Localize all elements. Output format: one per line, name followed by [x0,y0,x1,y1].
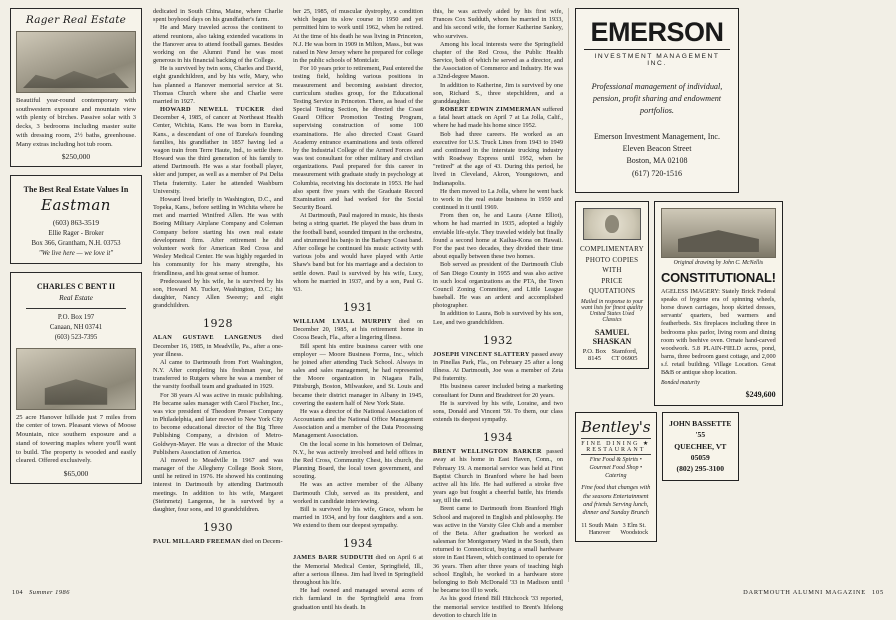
class-year-heading: 1931 [343,301,373,315]
emerson-street: Eleven Beacon Street [622,144,692,154]
paragraph: Predeceased by his wife, he is survived by his son, Howard M. Tucker, Washington, D.C.; his daughter, Nancy Allen Sweeny; and eight grandchildren. [153,277,283,310]
ad-price: $250,000 [61,152,91,162]
ad-eastman-realty[interactable] [10,175,142,264]
emerson-subtitle: INVESTMENT MANAGEMENT INC. [584,49,730,67]
ad-emerson-investment[interactable] [575,8,739,193]
restaurant-address-woodstock: 3 Elm St. Woodstock [620,521,649,536]
right-folio: 105 [872,588,884,596]
class-year-heading: 1934 [483,431,513,445]
obituary-entry [293,554,423,587]
illustration-caption: Original drawing by John C. McNellis [673,260,764,267]
paragraph: He was a director of the National Association of Accountants and the National Office Management Association and a member of the Data Processing Management Association. [293,407,423,440]
ad-phone: (603) 863-3519 [52,218,100,228]
deceased-name: ROBERT EDWIN ZIMMERMAN [440,106,541,114]
advertiser-town: QUECHEE, VT 05059 [674,441,727,463]
paragraph: At Dartmouth, Paul majored in music, his thesis being a string quartet. He played the bass drum in the football band, sounded timpani in the orchestra, and strummed his banjo in the Barbary Coast band. After college he continued his music activity with various jobs and would have played with Artie Shaw's band but for his marriage and a decision to settle down. Paul is survived by his wife, Lucy, whom he married in 1937, and by a son, Paul G. '63. [293,212,423,293]
copies-advertiser: SAMUEL SHASKAN [592,327,632,346]
paragraph: Among his local interests were the Springfield chapter of the Red Cross, the Public Health Service, both of which he served as a director, and the Association of Commerce and Industry. He was a 32nd-degree Mason. [433,40,563,81]
ad-constitutional-property[interactable] [654,201,783,406]
obituary-column-3 [428,0,568,619]
left-advertisement-column [0,0,148,600]
ad-phone: (603) 523-7395 [54,333,98,341]
ad-headline: The Best Real Estate Values In [23,185,129,195]
ad-body: Beautiful year-round contemporary with southwestern exposure and mountain view with plenty of birches. Passive solar with 3 decks, 3 bedrooms including master suite with dressing room, 2½ baths, greenhouse. Many extras including hot tub room. [16,97,136,148]
ad-brand-name: Eastman [41,196,111,215]
class-year-heading: 1932 [483,333,513,347]
ad-box-number: P.O. Box 197 [57,314,95,322]
paragraph: From then on, he and Laura (Anne Elliot), whom he had married in 1935, adopted a highly enviable life-style. They traveled widely but finally found a second home at Kailua-Kona on Hawaii. For the past two decades, they divided their time about equally between these two homes. [433,212,563,261]
paragraph: For 38 years Al was active in music publishing. He became sales manager with Carol Fischer, Inc., was vice president of Theodore Presser Company in Philadelphia, and later moved to New York City to become educational director of the Big Three Publishing Company, a division of Metro-Goldwyn-Mayer. He was a director of the Music Publishers Association of America. [153,391,283,456]
emerson-company: Emerson Investment Management, Inc. [594,131,720,141]
obituary-entry [153,106,283,196]
house-illustration [661,208,776,258]
class-year-heading: 1928 [203,317,233,331]
deceased-name: PAUL MILLARD FREEMAN [153,538,241,546]
copies-line-2: PHOTO COPIES [585,255,639,264]
paragraph: dedicated in South China, Maine, where Charlie spent boyhood days on his grandfather's farm. [153,8,283,24]
emerson-logo: EMERSON [590,17,724,47]
paragraph: Al moved to Meadville in 1967 and was manager of the Allegheny College Book Store, until he retired in 1976. He showed his continuing interest in Dartmouth by attending Dartmouth meetings. In addition to his wife, Margaret (Steinmetz) Langenus, he is survived by a daughter, four sons, and 10 grandchildren. [153,456,283,513]
ad-title: Rager Real Estate [25,14,127,26]
class-year-heading: 1934 [343,537,373,551]
paragraph: He was an active member of the Albany Dartmouth Club, served as its president, and worked in candidate interviewing. [293,481,423,505]
paragraph: Bob had three careers. He worked as an executive for U.S. Truck Lines from 1943 to 1949 and continued in the interstate trucking industry with Roadway Express until 1952, when he "retired" at the age of 43. During this period, he lived in Cleveland, Akron, Youngstown, and Indianapolis. [433,130,563,187]
paragraph: He had owned and managed several acres of rich farmland in the Springfield area from graduation until his death. In [293,587,423,611]
ad-john-bassette[interactable] [662,412,739,481]
paragraph: Bob served as president of the Dartmouth Club of San Diego County in 1955 and was also active in such local organizations as the PTA, the Town Council Zoning Committee, and Little League baseball. He was an ardent and accomplished photographer. [433,261,563,310]
obituary-entry [433,351,563,384]
divider [26,308,126,309]
copies-line-3: WITH [602,266,622,275]
ad-address: Box 366, Grantham, N.H. 03753 [31,239,121,247]
ad-body: 25 acre Hanover hillside just 7 miles from the center of town. Pleasant views of Moose Mountain, nice southern exposure and a stand of towering maples where you'll want to build. The property is wooded and easily cleared. Offered exclusively. [16,413,136,465]
banknote-icon [583,208,641,240]
paragraph: In addition to Katherine, Jim is survived by one son, Richard S., three stepchildren, and a granddaughter. [433,81,563,105]
deceased-name: BRENT WELLINGTON BARKER [433,448,542,456]
publication-name: DARTMOUTH ALUMNI MAGAZINE [743,588,866,596]
obituary-column-1 [148,0,288,600]
ad-photo-copies[interactable] [575,201,649,369]
property-photo [16,348,136,410]
paragraph: He is survived by twin sons, Charles and David, eight grandchildren, and by his wife, Mary, who has planned a Hanover memorial service at St. Thomas Church where she and Charlie were married in 1927. [153,65,283,105]
paragraph: In addition to Laura, Bob is survived by his son, Lee, and two grandchildren. [433,310,563,326]
restaurant-tagline: Fine Food & Spirits • Gourmet Food Shop • Catering [589,456,643,479]
ad-title: CONSTITUTIONAL! [661,270,776,286]
ad-body: AGELESS IMAGERY: Stately Brick Federal speaks of bygone era of spinning wheels, horse drawn carriages, hoop skirted dresses, servants' quarters, bed warmers and featherbeds. Six fireplaces including three in bedrooms plus parlor, living room and dining room with beehive oven. Ornate hand-carved woodwork. 5.8 PLAIN-FIELD acres, pond, barns, three bedroom guest cottage, and 2,000 s.f. retail building. Village Location. Great B&B or antique shop location. [661,288,776,376]
paragraph: Al came to Dartmouth from Fort Washington, N.Y. After completing his freshman year, he transferred to Rutgers where he was a member of the varsity football team and graduated in 1929. [153,358,283,391]
ad-bentleys-restaurant[interactable] [575,412,657,542]
entry-text: died December 4, 1985, of cancer at Northeast Health Center, Wichita, Kans. He was born in Eureka, Kans., a descendant of one of Eureka's founding families, his grandfather in 1857 having led a wagon train from Terre Haute, Ind., to settle there. Howard was the third generation of his family to attend Dartmouth. He was a star football player, skier and jumper, as well as a member of Psi Delta Theta fraternity. Later he attended Washburn University. [153,106,284,195]
ad-city: Canaan, NH 03741 [49,324,103,332]
property-photo [16,31,136,93]
ad-agent-name: CHARLES C BENT II [36,282,116,292]
copies-line-1: COMPLIMENTARY [580,245,645,254]
entry-text: died December 16, 1985, in Meadville, Pa., after a one-year illness. [153,334,283,358]
class-year-heading: 1930 [203,521,233,535]
paragraph: Bill spent his entire business career with one employer — Moore Business Forms, Inc., which he joined after attending Tuck School. Always in sales and sales management, he had represented the Moore organization in Niagara Falls, Pittsburgh, Boston, Milwaukee, and St. Louis and became their district manager in Albany in 1945, covering the eastern half of New York State. [293,342,423,407]
copies-city: Stamford, CT 06905 [611,347,638,362]
ad-price: $249,600 [745,389,776,399]
emerson-city: Boston, MA 02108 [626,156,688,166]
page-footer [0,584,896,600]
emerson-copy: Professional management of individual, pension, profit sharing and endowment portfolios. [591,82,723,115]
copies-line-5: QUOTATIONS [588,287,636,296]
ad-charles-c-bent[interactable] [10,272,142,483]
restaurant-subtitle: FINE DINING ★ RESTAURANT [581,438,651,455]
paragraph: He and Mary traveled across the continent to attend reunions, also taking extended vacations in the Hanover area to attend football games. Besides working on the Alumni Fund he was most generous in his financial backing of the College. [153,24,283,65]
paragraph: He is survived by his wife, Loraine, and two sons, Donald and Vincent '59. To them, our class extends its deepest sympathy. [433,399,563,424]
issue-date: Summer 1986 [29,588,70,596]
entry-text: died on April 6 at the Memorial Medical Center, Springfield, Ill., after a serious illness. Jim had lived in Springfield throughout his life. [293,554,423,586]
paragraph: On the local scene in his hometown of Delmar, N.Y., he was actively involved and held offices in the Red Cross, Community Chest, his church, the Planning Board, the local town government, and scouting. [293,440,423,481]
entry-text: passed away in Pinellas Park, Fla., on February 25 after a long illness. At Dartmouth, Joe was a member of Zeta Psi fraternity. [433,350,563,383]
paragraph: Howard lived briefly in Washington, D.C., and Topeka, Kans., before settling in Wichita where he met and married Winifred Allen. He was with Boeing Military Airplane Company and Coleman Company before starting his own real estate development firm. After retirement he did volunteer work for American Red Cross and Wesley Medical Center. He was highly regarded in his community for his many strengths, his friendliness, and his great sense of humor. [153,195,283,277]
copies-note: Mailed in response to your want lists for finest quality United States Used Classics [580,298,644,323]
entry-text: died on December 20, 1985, at his retirement home in Cocoa Beach, Fla., after a lingering illness. [293,318,423,342]
ad-rager-real-estate[interactable] [10,8,142,167]
restaurant-address-hanover: 11 South Main Hanover [581,521,618,536]
paragraph: Bill is survived by his wife, Grace, whom he married in 1934, and by four daughters and a son. We extend to them our deepest sympathy. [293,505,423,530]
deceased-name: JOSEPH VINCENT SLATTERY [433,350,530,358]
obituary-entry [293,318,423,343]
entry-text: passed away at his home in East Haven, Conn., on February 19. A memorial service was held at First Baptist Church in Branford where he had been active all his life. He had suffered a stroke five years ago but fought a cheerful battle, his friends say, till the end. [433,448,564,505]
deceased-name: WILLIAM LYALL MURPHY [293,318,392,326]
ad-price: $65,000 [63,468,89,478]
obituary-entry [153,334,283,359]
ad-broker: Ellie Rager - Broker [48,229,104,237]
ad-price-label: Bonded maturity [661,379,700,386]
advertiser-name: JOHN BASSETTE '55 [669,418,732,440]
restaurant-name: Bentley's [581,417,651,436]
paragraph: He then moved to La Jolla, where he went back to work in the real estate business in 1959 and continued in it until 1969. [433,187,563,212]
copies-box-number: P.O. Box 8145 [582,347,607,362]
entry-text: died on Decem- [242,538,283,546]
paragraph: As his good friend Bill Hitchcock '33 reported, the memorial service testified to Brent's lifelong devotion to church life in [433,595,563,619]
restaurant-body: Fine food that changes with the seasons Entertainment and friends Serving lunch, dinner and Sunday Brunch [581,484,651,517]
advertiser-phone: (802) 295-3100 [676,464,725,474]
deceased-name: JAMES BARR SUDDUTH [293,554,374,562]
ad-agent-kind: Real Estate [59,293,93,303]
copies-line-4: PRICE [601,276,623,285]
paragraph: For 10 years prior to retirement, Paul entered the testing field, holding various positions in measurement and becoming assistant director, curriculum studies group, for the Educational Testing Service in Princeton. There, as head of the Special Testing Section, he directed the Coast Guard Officer Promotion Testing Program, supervising construction of some 100 examinations. He also directed Coast Guard Academy entrance examinations and tests offered by the Industrial College of the Armed Forces and was test consultant for other military and civilian organizations. Paul prepared for this career in measurement with graduate study in psychology at Columbia, receiving his doctorate in 1953. He had also spent five years with the Graduate Record Examination and had worked for the Social Security Board. [293,65,423,212]
paragraph: this, he was actively aided by his first wife, Frances Cox Sudduth, whom he married in 1933, and his second wife, the former Katherine Sankey, who survives. [433,8,563,40]
left-folio: 104 [12,588,24,596]
entry-text: suffered a fatal heart attack on April 7 at La Jolla, Calif., where he had made his home since 1952. [433,106,564,130]
obituary-entry [153,538,283,546]
paragraph: His business career included being a marketing consultant for Dunn and Bradstreet for 20 years. [433,383,563,399]
obituary-entry [433,106,563,131]
ad-slogan: "We live here — we love it" [38,249,114,257]
deceased-name: HOWARD NEWELL TUCKER [160,106,265,114]
emerson-phone: (617) 720-1516 [632,168,682,178]
obituary-entry [433,448,563,505]
paragraph: Brent came to Dartmouth from Branford High School and majored in English and philosophy. He was active in the Varsity Glee Club and a member of the Beta. After graduation he worked as salesman for Montgomery Ward in the South, then returned to Connecticut, buying a small hardware store in East Haven, which continued to operate for 36 years. Then after three years of teaching high school English, he worked in a hardware store belonging to Bob McDonald '33 in Madison until he became too ill to work. [433,505,563,595]
paragraph: ber 25, 1985, of muscular dystrophy, a condition which began its slow course in 1950 and yet permitted him to work until 1962, when he retired. At the time of his death he was living in Princeton, N.J. He was born in 1909 in Milton, Mass., but was raised in New Jersey where he prepared for college in the public schools of Montclair. [293,8,423,65]
obituary-column-2 [288,0,428,611]
right-advertisement-column [569,0,776,600]
deceased-name: ALAN GUSTAVE LANGENUS [153,334,262,342]
